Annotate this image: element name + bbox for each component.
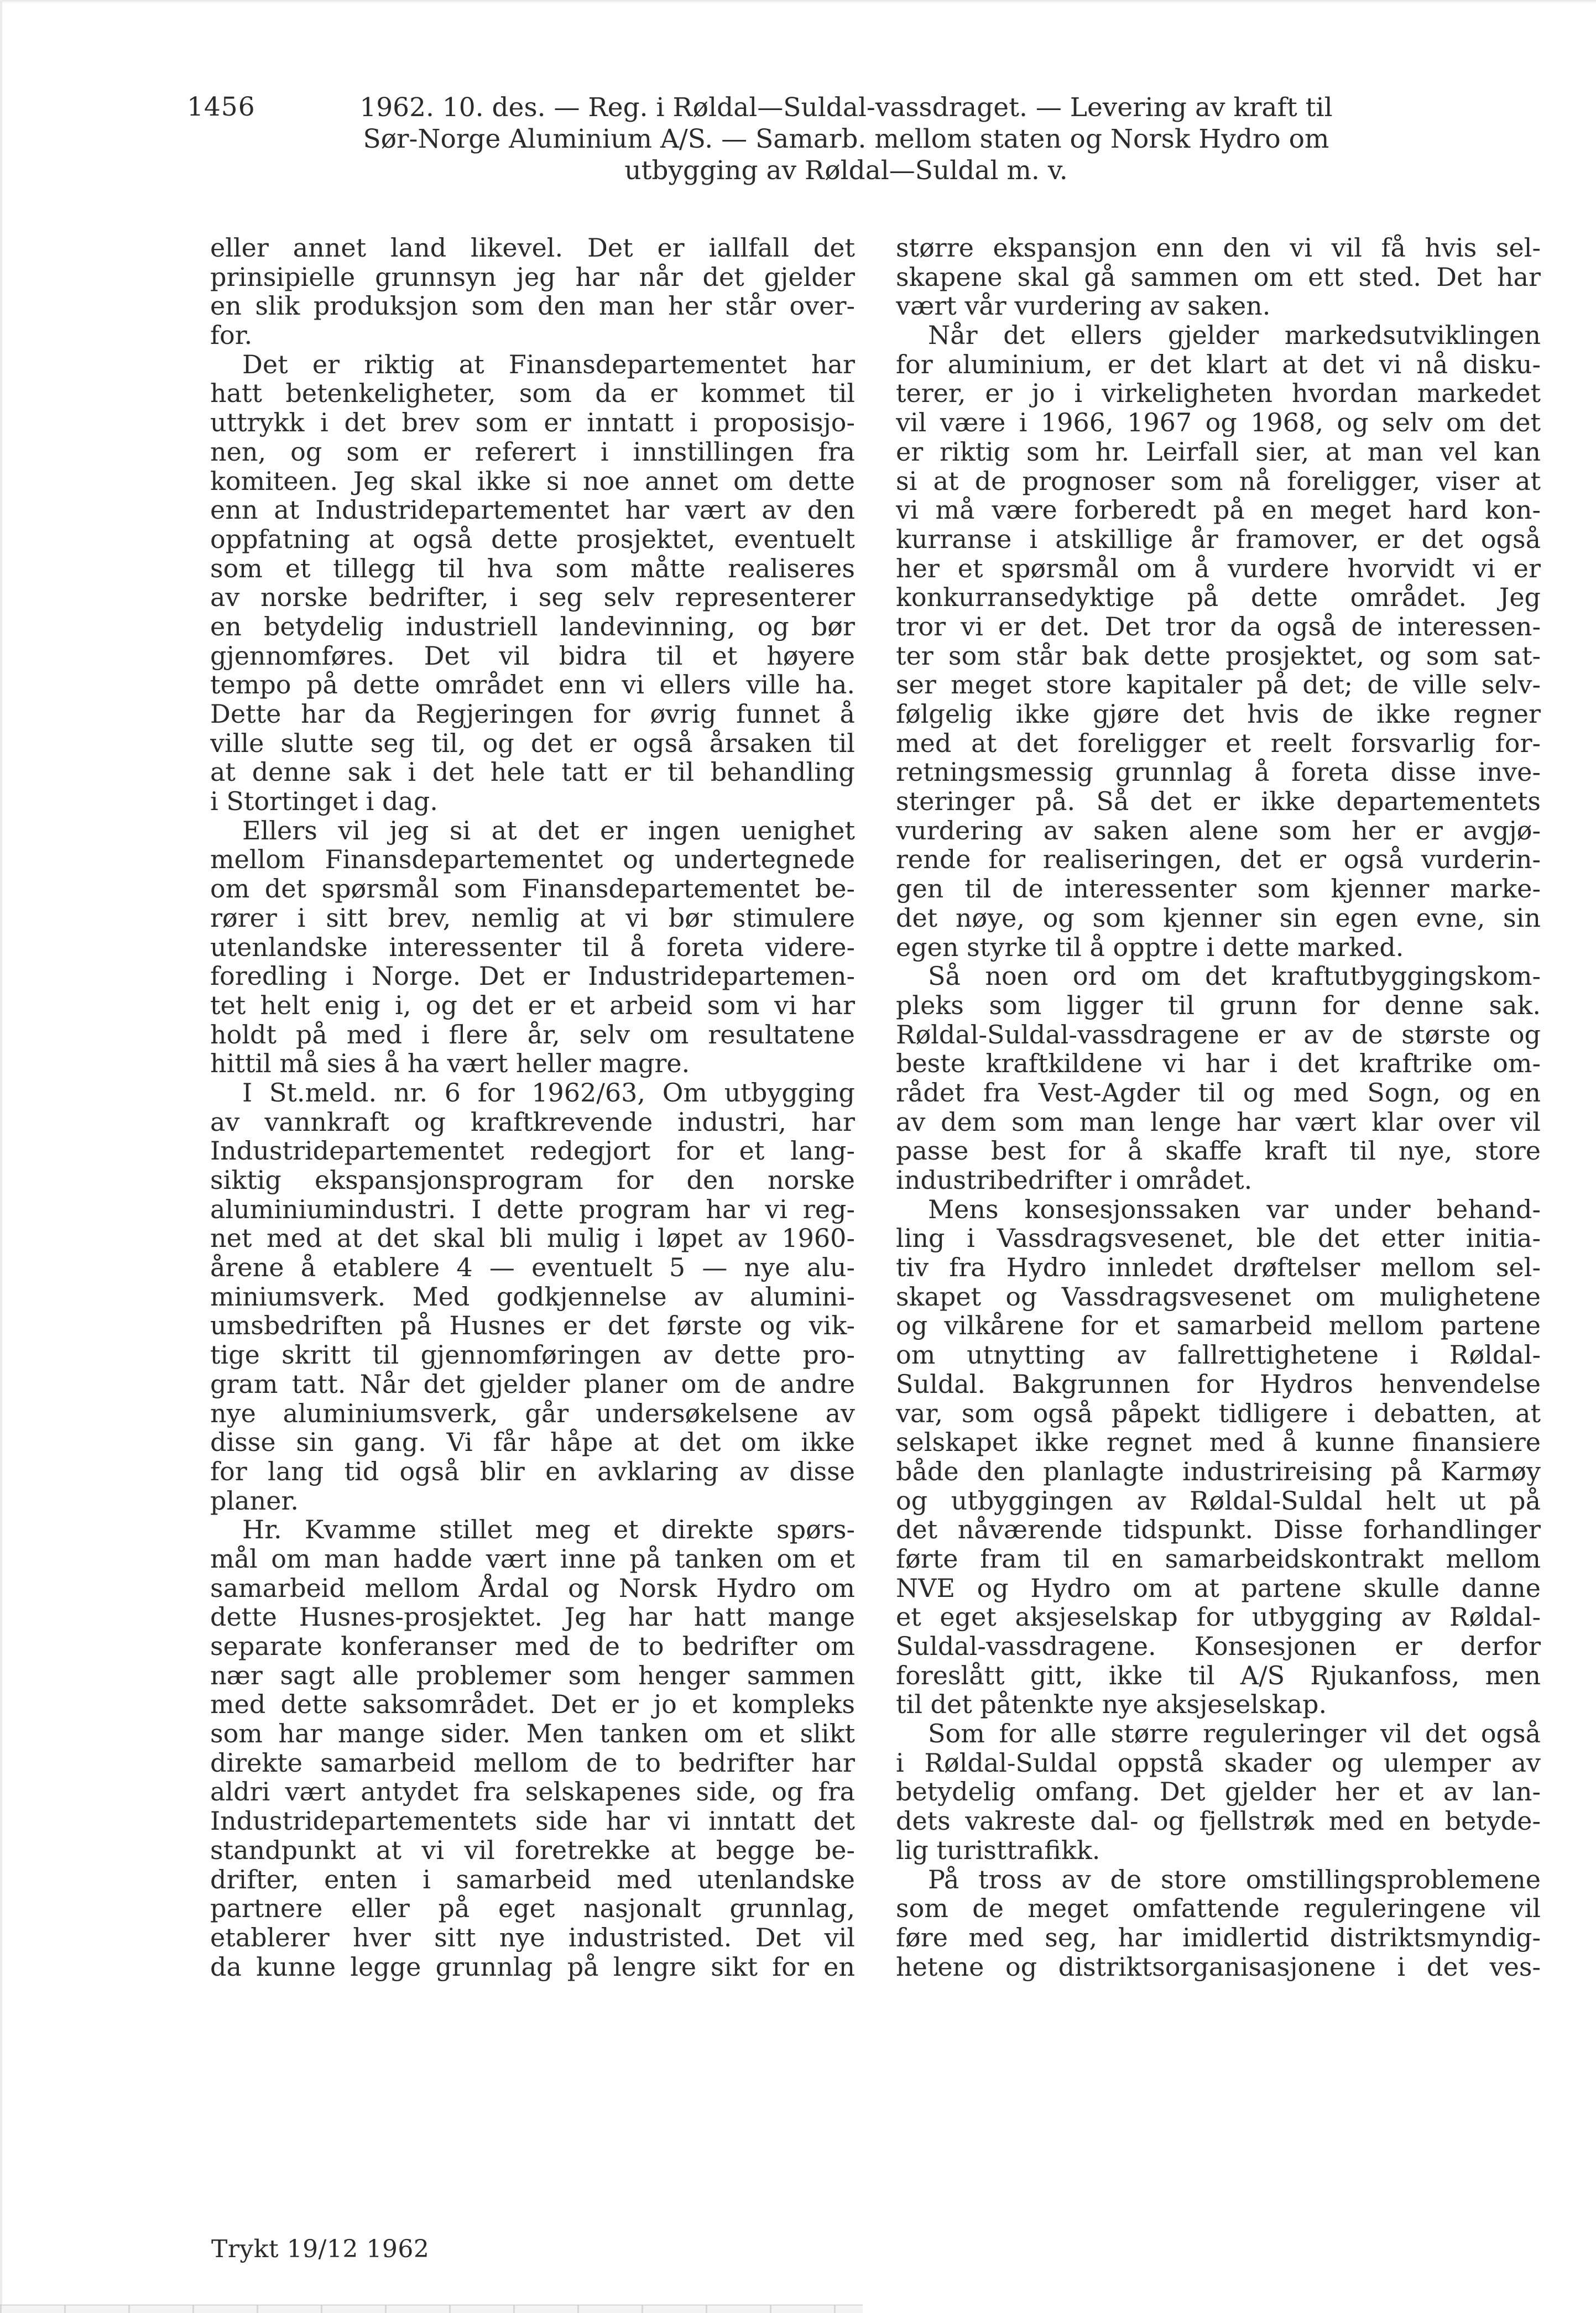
text-line: følgelig ikke gjøre det hvis de ikke regner (896, 699, 1541, 729)
text-line: holdt på med i flere år, selv om resultatene (210, 1020, 855, 1050)
text-line: hetene og distriktsorganisasjonene i det ves- (896, 1952, 1541, 1982)
text-line: Suldal-vassdragene. Konsesjonen er derfor (896, 1632, 1541, 1661)
text-line: større ekspansjon enn den vi vil få hvis sel- (896, 233, 1541, 263)
text-line: aldri vært antydet fra selskapenes side, og fra (210, 1777, 855, 1807)
running-head (293, 92, 1399, 186)
running-head-line: 1962. 10. des. — Reg. i Røldal—Suldal-vassdraget. — Levering av kraft til (359, 92, 1333, 123)
text-line: separate konferanser med de to bedrifter om (210, 1632, 855, 1661)
text-line: egen styrke til å opptre i dette marked. (896, 932, 1404, 962)
text-line: en slik produksjon som den man her står over- (210, 291, 855, 321)
text-line: direkte samarbeid mellom de to bedrifter har (210, 1748, 855, 1778)
text-line: gram tatt. Når det gjelder planer om de andre (210, 1369, 855, 1399)
text-line: gjennomføres. Det vil bidra til et høyere (210, 641, 855, 671)
text-line: vurdering av saken alene som her er avgjø- (896, 816, 1541, 845)
text-line: samarbeid mellom Årdal og Norsk Hydro om (210, 1573, 855, 1603)
text-line: kurranse i atskillige år framover, er det også (896, 524, 1541, 554)
text-line: og vilkårene for et samarbeid mellom partene (896, 1311, 1541, 1341)
text-line: at denne sak i det hele tatt er til behandling (210, 758, 855, 787)
text-line: Dette har da Regjeringen for øvrig funnet å (210, 699, 855, 729)
text-line: mellom Finansdepartementet og undertegnede (210, 845, 855, 875)
text-line: for. (210, 321, 253, 350)
text-line: nær sagt alle problemer som henger sammen (210, 1661, 855, 1690)
text-line: om det spørsmål som Finansdepartementet be- (210, 874, 855, 904)
text-line: skapet og Vassdragsvesenet om mulighetene (896, 1282, 1541, 1312)
running-head-line: Sør-Norge Aluminium A/S. — Samarb. mellom staten og Norsk Hydro om (363, 124, 1329, 154)
text-line: som et tillegg til hva som måtte realiseres (210, 554, 855, 583)
text-line: industribedrifter i området. (896, 1166, 1253, 1195)
text-line: beste kraftkildene vi har i det kraftrike om- (896, 1049, 1541, 1078)
text-line: med dette saksområdet. Det er jo et kompleks (210, 1690, 855, 1720)
text-line: tige skritt til gjennomføringen av dette pro- (210, 1340, 855, 1370)
text-line: miniumsverk. Med godkjennelse av alumini- (210, 1282, 855, 1312)
text-line: aluminiumindustri. I dette program har vi reg- (210, 1194, 855, 1224)
text-line: utenlandske interessenter til å foreta videre- (210, 932, 855, 962)
text-line: mål om man hadde vært inne på tanken om et (210, 1544, 855, 1574)
text-line: lig turisttrafikk. (896, 1835, 1100, 1865)
text-line: prinsipielle grunnsyn jeg har når det gjelder (210, 262, 855, 292)
left-text-column (210, 233, 855, 1981)
page-number: 1456 (187, 92, 255, 122)
text-line: oppfatning at også dette prosjektet, eventuelt (210, 524, 855, 554)
text-line: tror vi er det. Det tror da også de interessen- (896, 612, 1541, 641)
text-line: vi må være forberedt på en meget hard kon- (896, 495, 1541, 525)
paragraph-first-line: Som for alle større reguleringer vil det også (928, 1719, 1541, 1748)
text-line: rende for realiseringen, det er også vurderin- (896, 845, 1541, 875)
text-line: i Røldal-Suldal oppstå skader og ulemper av (896, 1748, 1541, 1778)
text-line: selskapet ikke regnet med å kunne finansiere (896, 1428, 1541, 1457)
text-line: av vannkraft og kraftkrevende industri, har (210, 1107, 855, 1137)
paragraph-first-line: Mens konsesjonssaken var under behand- (928, 1194, 1541, 1224)
text-line: av dem som man lenge har vært klar over vil (896, 1107, 1541, 1137)
text-line: drifter, enten i samarbeid med utenlandske (210, 1865, 855, 1894)
text-line: passe best for å skaffe kraft til nye, store (896, 1136, 1541, 1166)
text-line: ville slutte seg til, og det er også årsaken til (210, 728, 855, 758)
text-line: standpunkt at vi vil foretrekke at begge be- (210, 1835, 855, 1865)
text-line: retningsmessig grunnlag å foreta disse inve- (896, 758, 1541, 787)
text-line: tempo på dette området enn vi ellers ville ha. (210, 670, 855, 699)
text-line: årene å etablere 4 — eventuelt 5 — nye alu- (210, 1253, 855, 1282)
text-line: skapene skal gå sammen om ett sted. Det har (896, 262, 1541, 292)
text-line: ser meget store kapitaler på det; de ville selv- (896, 670, 1541, 699)
paragraph-first-line: Ellers vil jeg si at det er ingen uenighet (242, 816, 855, 845)
paragraph-first-line: Så noen ord om det kraftutbyggingskom- (928, 962, 1541, 991)
text-line: som de meget omfattende reguleringene vil (896, 1894, 1541, 1923)
text-line: da kunne legge grunnlag på lengre sikt for en (210, 1952, 855, 1982)
text-line: både den planlagte industrireising på Karmøy (896, 1456, 1541, 1486)
text-line: Industridepartementets side har vi inntatt det (210, 1806, 855, 1836)
paragraph-first-line: På tross av de store omstillingsproblemene (928, 1865, 1541, 1894)
text-line: om utnytting av fallrettighetene i Røldal- (896, 1340, 1541, 1370)
text-line: Suldal. Bakgrunnen for Hydros henvendelse (896, 1369, 1541, 1399)
text-line: partnere eller på eget nasjonalt grunnlag, (210, 1894, 855, 1923)
paragraph-first-line: I St.meld. nr. 6 for 1962/63, Om utbygging (242, 1078, 855, 1108)
text-line: betydelig omfang. Det gjelder her et av lan- (896, 1777, 1541, 1807)
text-line: tiv fra Hydro innledet drøftelser mellom sel- (896, 1253, 1541, 1282)
text-line: var, som også påpekt tidligere i debatten, at (896, 1398, 1541, 1428)
text-line: en betydelig industriell landevinning, og bør (210, 612, 855, 641)
text-line: foreslått gitt, ikke til A/S Rjukanfoss, men (896, 1661, 1541, 1690)
text-line: nye aluminiumsverk, går undersøkelsene av (210, 1398, 855, 1428)
text-line: gen til de interessenter som kjenner marke- (896, 874, 1541, 904)
text-line: i Stortinget i dag. (210, 787, 438, 816)
text-line: og utbyggingen av Røldal-Suldal helt ut på (896, 1486, 1541, 1516)
text-line: for aluminium, er det klart at det vi nå disku- (896, 349, 1541, 379)
text-line: uttrykk i det brev som er inntatt i proposisjo- (210, 408, 855, 437)
text-line: komiteen. Jeg skal ikke si noe annet om dette (210, 466, 855, 496)
printed-date: Trykt 19/12 1962 (211, 2235, 430, 2263)
text-line: pleks som ligger til grunn for denne sak. (896, 990, 1541, 1020)
text-line: førte fram til en samarbeidskontrakt mellom (896, 1544, 1541, 1574)
text-line: rører i sitt brev, nemlig at vi bør stimulere (210, 903, 855, 933)
paragraph-first-line: Det er riktig at Finansdepartementet har (242, 349, 855, 379)
text-line: disse sin gang. Vi får håpe at det om ikke (210, 1428, 855, 1457)
text-line: det nåværende tidspunkt. Disse forhandlinger (896, 1515, 1541, 1544)
text-line: planer. (210, 1486, 299, 1516)
text-line: etablerer hver sitt nye industristed. Det vil (210, 1923, 855, 1952)
text-line: tet helt enig i, og det er et arbeid som vi har (210, 990, 855, 1020)
text-line: det nøye, og som kjenner sin egen evne, sin (896, 903, 1541, 933)
text-line: føre med seg, har imidlertid distriktsmyndig- (896, 1923, 1541, 1952)
text-line: Industridepartementet redegjort for et lang- (210, 1136, 855, 1166)
paragraph-first-line: Hr. Kvamme stillet meg et direkte spørs- (242, 1515, 855, 1544)
text-line: ling i Vassdragsvesenet, ble det etter initia- (896, 1224, 1541, 1254)
text-line: her et spørsmål om å vurdere hvorvidt vi er (896, 554, 1541, 583)
text-line: vil være i 1966, 1967 og 1968, og selv om det (896, 408, 1541, 437)
text-line: vært vår vurdering av saken. (896, 291, 1271, 321)
text-line: konkurransedyktige på dette området. Jeg (896, 583, 1541, 612)
text-line: NVE og Hydro om at partene skulle danne (896, 1573, 1541, 1603)
scan-edge-left (0, 0, 2, 2312)
text-line: nen, og som er referert i innstillingen fra (210, 437, 855, 467)
text-line: med at det foreligger et reelt forsvarlig for- (896, 728, 1541, 758)
right-text-column (896, 233, 1541, 1981)
text-line: som har mange sider. Men tanken om et slikt (210, 1719, 855, 1748)
paragraph-first-line: Når det ellers gjelder markedsutviklingen (928, 321, 1541, 350)
text-line: Røldal-Suldal-vassdragene er av de største og (896, 1020, 1541, 1050)
text-line: net med at det skal bli mulig i løpet av 1960- (210, 1224, 855, 1254)
text-line: til det påtenkte nye aksjeselskap. (896, 1690, 1327, 1720)
text-line: foredling i Norge. Det er Industridepartemen- (210, 962, 855, 991)
text-line: enn at Industridepartementet har vært av den (210, 495, 855, 525)
text-line: si at de prognoser som nå foreligger, viser at (896, 466, 1541, 496)
running-head-line: utbygging av Røldal—Suldal m. v. (624, 155, 1068, 186)
scan-edge-top (0, 0, 1596, 3)
text-line: rådet fra Vest-Agder til og med Sogn, og en (896, 1078, 1541, 1108)
scan-edge-strip (0, 2305, 863, 2313)
text-line: dette Husnes-prosjektet. Jeg har hatt mange (210, 1602, 855, 1632)
text-line: eller annet land likevel. Det er iallfall det (210, 233, 855, 263)
text-line: siktig ekspansjonsprogram for den norske (210, 1166, 855, 1195)
text-line: for lang tid også blir en avklaring av disse (210, 1456, 855, 1486)
text-line: av norske bedrifter, i seg selv representerer (210, 583, 855, 612)
text-line: terer, er jo i virkeligheten hvordan markedet (896, 379, 1541, 409)
text-line: dets vakreste dal- og fjellstrøk med en betyde- (896, 1806, 1541, 1836)
text-line: et eget aksjeselskap for utbygging av Røldal- (896, 1602, 1541, 1632)
text-line: umsbedriften på Husnes er det første og vik- (210, 1311, 855, 1341)
text-line: er riktig som hr. Leirfall sier, at man vel kan (896, 437, 1541, 467)
text-line: hittil må sies å ha vært heller magre. (210, 1049, 690, 1078)
text-line: hatt betenkeligheter, som da er kommet til (210, 379, 855, 409)
text-line: ter som står bak dette prosjektet, og som sat- (896, 641, 1541, 671)
text-line: steringer på. Så det er ikke departementets (896, 787, 1541, 816)
